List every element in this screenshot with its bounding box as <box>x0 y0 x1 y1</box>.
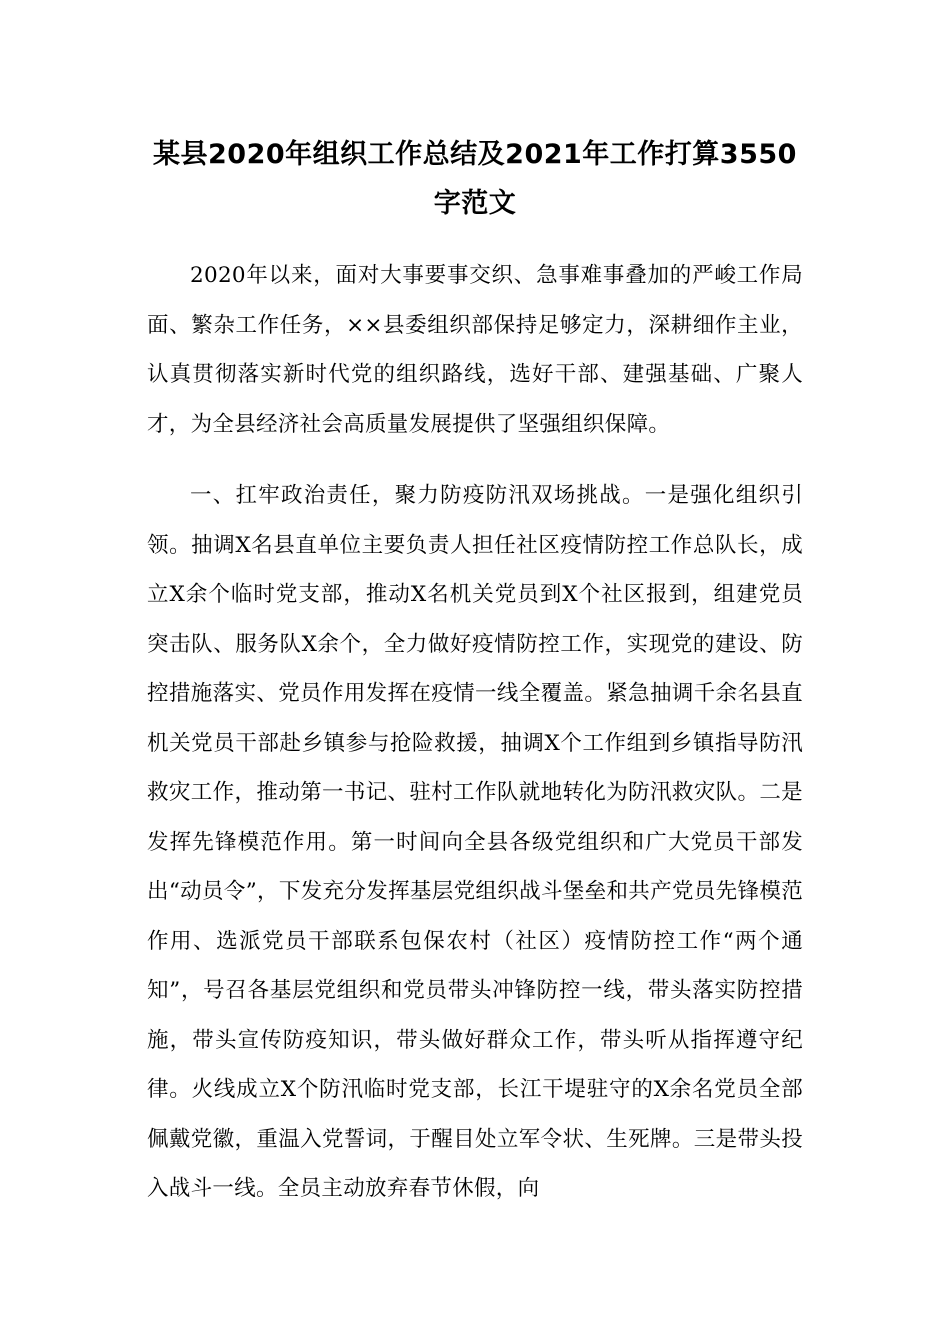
section-one-paragraph: 一、扛牢政治责任，聚力防疫防汛双场挑战。一是强化组织引领。抽调X名县直单位主要负责人担任社区疫情防控工作总队长，成立X余个临时党支部，推动X名机关党员到X个社区报到，组建党员突击队、服务队X余个，全力做好疫情防控工作，实现党的建设、防控措施落实、党员作用发挥在疫情一线全覆盖。紧急抽调千余名县直机关党员干部赴乡镇参与抢险救援，抽调X个工作组到乡镇指导防汛救灾工作，推动第一书记、驻村工作队就地转化为防汛救灾队。二是发挥先锋模范作用。第一时间向全县各级党组织和广大党员干部发出“动员令”，下发充分发挥基层党组织战斗堡垒和共产党员先锋模范作用、选派党员干部联系包保农村（社区）疫情防控工作“两个通知”，号召各基层党组织和党员带头冲锋防控一线，带头落实防控措施，带头宣传防疫知识，带头做好群众工作，带头听从指挥遵守纪律。火线成立X个防汛临时党支部，长江干堤驻守的X余名党员全部佩戴党徽，重温入党誓词，于醒目处立军令状、生死牌。三是带头投入战斗一线。全员主动放弃春节休假，向 <box>147 483 803 1201</box>
document-title: 某县2020年组织工作总结及2021年工作打算3550字范文 <box>153 139 797 219</box>
intro-paragraph: 2020年以来，面对大事要事交织、急事难事叠加的严峻工作局面、繁杂工作任务，××县委组织部保持足够定力，深耕细作主业，认真贯彻落实新时代党的组织路线，选好干部、建强基础、广聚人才，为全县经济社会高质量发展提供了坚强组织保障。 <box>147 263 803 437</box>
